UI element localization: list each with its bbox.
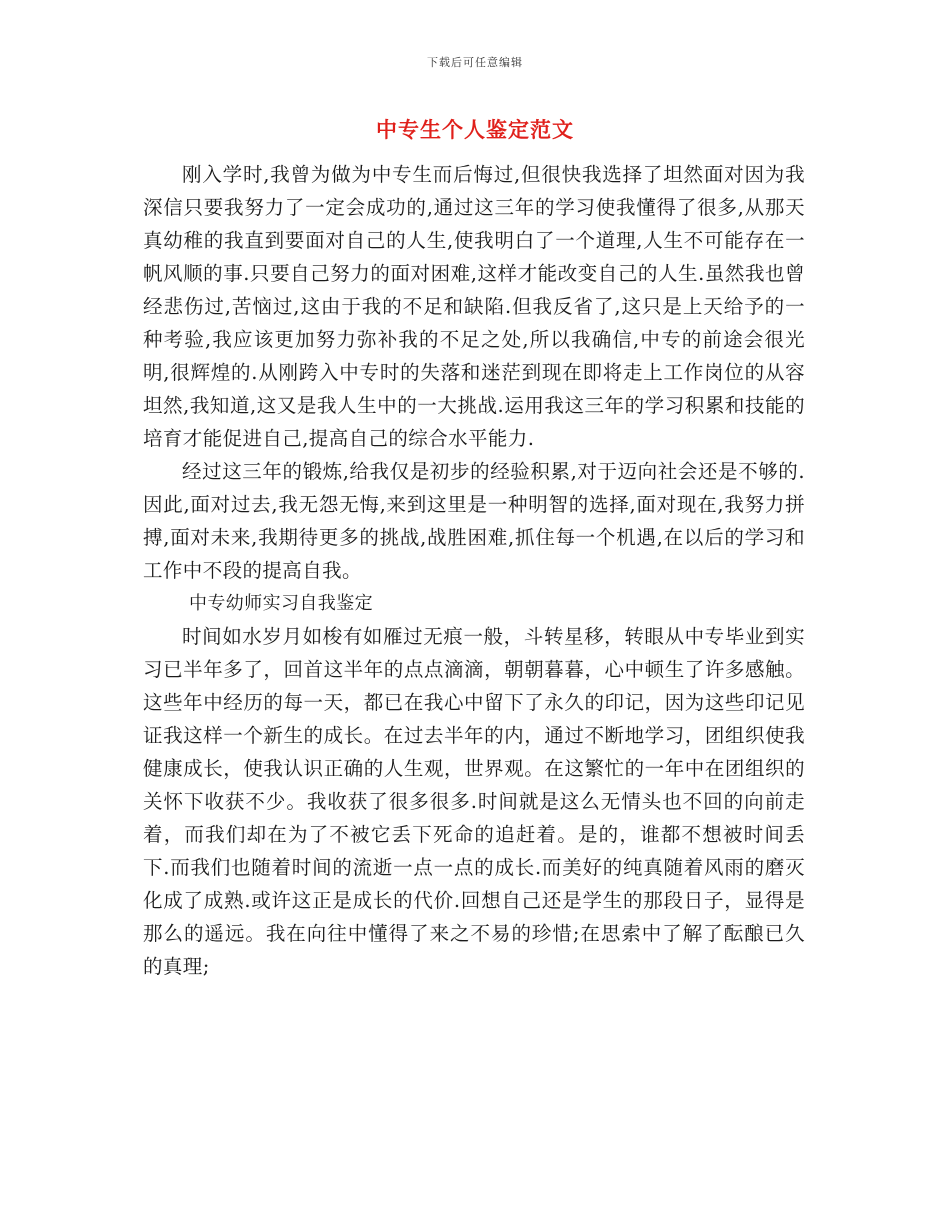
paragraph-1: 刚入学时,我曾为做为中专生而后悔过,但很快我选择了坦然面对因为我深信只要我努力了一定会成功的,通过这三年的学习使我懂得了很多,从那天真幼稚的我直到要面对自己的人生,使我明白了一个道理,人生不可能存在一帆风顺的事.只要自己努力的面对困难,这样才能改变自己的人生.虽然我也曾经悲伤过,苦恼过,这由于我的不足和缺陷.但我反省了,这只是上天给予的一种考验,我应该更加努力弥补我的不足之处,所以我确信,中专的前途会很光明,很辉煌的.从刚跨入中专时的失落和迷茫到现在即将走上工作岗位的从容坦然,我知道,这又是我人生中的一大挑战.运用我这三年的学习积累和技能的培育才能促进自己,提高自己的综合水平能力.	[143, 163, 805, 450]
paragraph-2: 经过这三年的锻炼,给我仅是初步的经验积累,对于迈向社会还是不够的.因此,面对过去,我无怨无悔,来到这里是一种明智的选择,面对现在,我努力拼搏,面对未来,我期待更多的挑战,战胜困难,抓住每一个机遇,在以后的学习和工作中不段的提高自我。	[143, 460, 805, 582]
document-title: 中专生个人鉴定范文	[376, 118, 574, 142]
section-subheading: 中专幼师实习自我鉴定	[189, 593, 373, 614]
paragraph-3: 时间如水岁月如梭有如雁过无痕一般，斗转星移，转眼从中专毕业到实习已半年多了，回首这半年的点点滴滴，朝朝暮暮，心中顿生了许多感触。这些年中经历的每一天，都已在我心中留下了永久的印记，因为这些印记见证我这样一个新生的成长。在过去半年的内，通过不断地学习，团组织使我健康成长，使我认识正确的人生观，世界观。在这繁忙的一年中在团组织的关怀下收获不少。我收获了很多很多.时间就是这么无情头也不回的向前走着，而我们却在为了不被它丢下死命的追赶着。是的，谁都不想被时间丢下.而我们也随着时间的流逝一点一点的成长.而美好的纯真随着风雨的磨灭化成了成熟.或许这正是成长的代价.回想自己还是学生的那段日子，显得是那么的遥远。我在向往中懂得了来之不易的珍惜;在思索中了解了酝酿已久的真理;	[143, 625, 805, 978]
header-note: 下载后可任意编辑	[427, 56, 523, 69]
document-body	[143, 158, 805, 983]
